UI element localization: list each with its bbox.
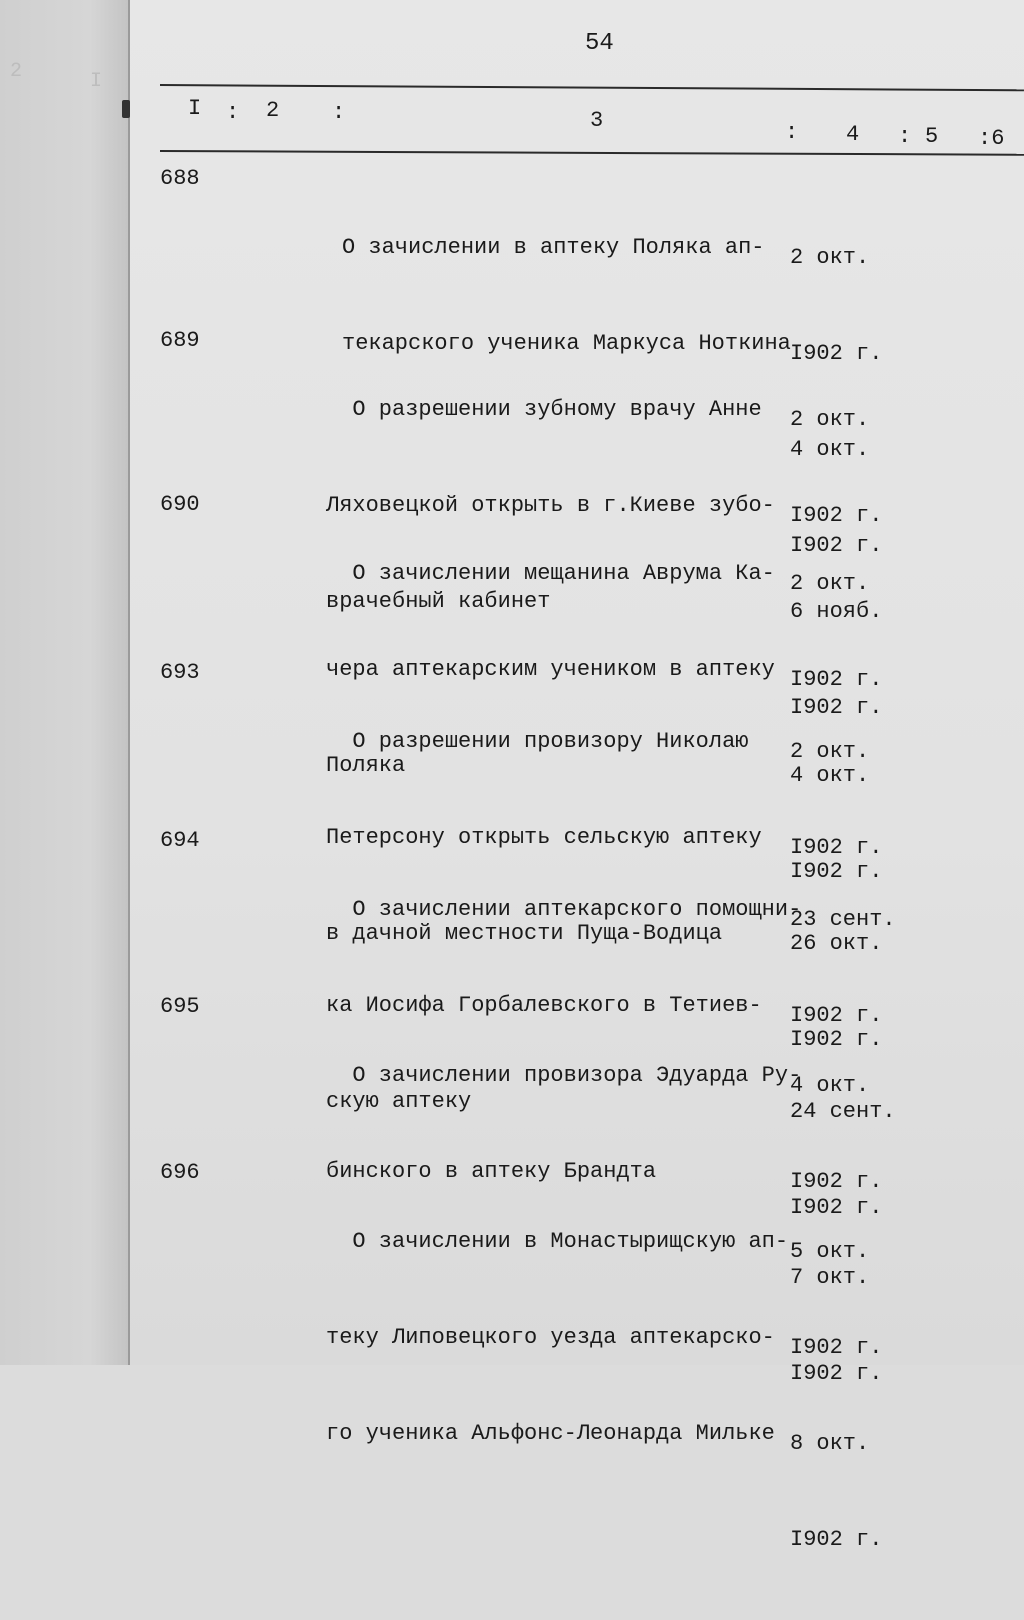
end-year: I902 г. xyxy=(790,1195,883,1220)
description-line: врачебный кабинет xyxy=(326,589,551,614)
entry-description xyxy=(326,1162,788,1514)
description-line: Петерсону открыть сельскую аптеку xyxy=(326,825,762,850)
header-separator: : xyxy=(898,124,912,149)
end-date: 24 сент. xyxy=(790,1099,896,1124)
ghost-text: 2 xyxy=(10,60,23,83)
description-line: О зачислении в Монастырищскую ап- xyxy=(326,1229,789,1254)
end-year: I902 г. xyxy=(790,695,883,720)
description-line: теку Липовецкого уезда аптекарско- xyxy=(326,1325,775,1350)
end-date: 4 окт. xyxy=(790,437,870,462)
start-year: I902 г. xyxy=(790,835,883,860)
header-col-3: 3 xyxy=(590,108,604,133)
start-date: 2 окт. xyxy=(790,245,870,270)
start-date: 2 окт. xyxy=(790,739,870,764)
description-line: Ляховецкой открыть в г.Киеве зубо- xyxy=(326,493,775,518)
document-page xyxy=(130,0,1024,1552)
start-date: 5 окт. xyxy=(790,1239,870,1264)
description-line: О разрешении провизору Николаю xyxy=(326,729,749,754)
description-line: О зачислении аптекарского помощни- xyxy=(326,897,802,922)
description-line: го ученика Альфонс-Леонарда Мильке xyxy=(326,1421,775,1446)
start-year: I902 г. xyxy=(790,503,883,528)
end-year: I902 г. xyxy=(790,533,883,558)
end-date: 7 окт. xyxy=(790,1265,870,1290)
end-year: I902 г. xyxy=(790,1027,883,1052)
header-col-2: 2 xyxy=(266,98,280,123)
start-year: I902 г. xyxy=(790,1169,883,1194)
start-date: 23 сент. xyxy=(790,907,896,932)
end-year: I902 г. xyxy=(790,859,883,884)
start-year: I902 г. xyxy=(790,1003,883,1028)
start-date: 2 окт. xyxy=(790,571,870,596)
start-year: I902 г. xyxy=(790,667,883,692)
description-line: в дачной местности Пуща-Водица xyxy=(326,921,723,946)
start-year: I902 г. xyxy=(790,1335,883,1360)
header-bottom-rule xyxy=(160,150,1024,156)
entry-dates xyxy=(790,1172,882,1620)
end-date: 4 окт. xyxy=(790,763,870,788)
entry-number: 696 xyxy=(160,1160,200,1185)
start-date: 2 окт. xyxy=(790,407,870,432)
end-date: 6 нояб. xyxy=(790,599,883,624)
header-separator: : xyxy=(332,100,346,125)
description-line: О разрешении зубному врачу Анне xyxy=(326,397,762,422)
end-date: 8 окт. xyxy=(790,1431,870,1456)
entry-number: 695 xyxy=(160,994,200,1019)
start-date: 4 окт. xyxy=(790,1073,870,1098)
header-col-1: I xyxy=(188,96,202,121)
ghost-text: I xyxy=(90,70,103,93)
header-top-rule xyxy=(160,84,1024,91)
description-line: чера аптекарским учеником в аптеку xyxy=(326,657,775,682)
start-year: I902 г. xyxy=(790,341,883,366)
entry-number: 694 xyxy=(160,828,200,853)
page-number: 54 xyxy=(585,30,614,57)
header-col-5: 5 xyxy=(925,124,939,149)
header-separator: : xyxy=(785,120,799,145)
end-year: I902 г. xyxy=(790,1527,883,1552)
previous-page-edge xyxy=(0,0,130,1365)
description-line: О зачислении мещанина Аврума Ка- xyxy=(326,561,775,586)
binding-tab xyxy=(122,100,130,118)
end-date: 26 окт. xyxy=(790,931,883,956)
entry-number: 688 xyxy=(160,166,200,191)
description-line: текарского ученика Маркуса Ноткина xyxy=(342,331,791,356)
entry-number: 690 xyxy=(160,492,200,517)
header-separator: : xyxy=(226,100,240,125)
header-col-4: 4 xyxy=(846,122,860,147)
description-line: скую аптеку xyxy=(326,1089,472,1114)
entry-number: 689 xyxy=(160,328,200,353)
description-line: ка Иосифа Горбалевского в Тетиев- xyxy=(326,993,762,1018)
entry-number: 693 xyxy=(160,660,200,685)
description-line: Поляка xyxy=(326,753,406,778)
end-year: I902 г. xyxy=(790,1361,883,1386)
description-line: О зачислении в аптеку Поляка ап- xyxy=(342,235,765,260)
header-col-6: :6 xyxy=(978,126,1005,151)
description-line: бинского в аптеку Брандта xyxy=(326,1159,657,1184)
description-line: О зачислении провизора Эдуарда Ру- xyxy=(326,1063,802,1088)
